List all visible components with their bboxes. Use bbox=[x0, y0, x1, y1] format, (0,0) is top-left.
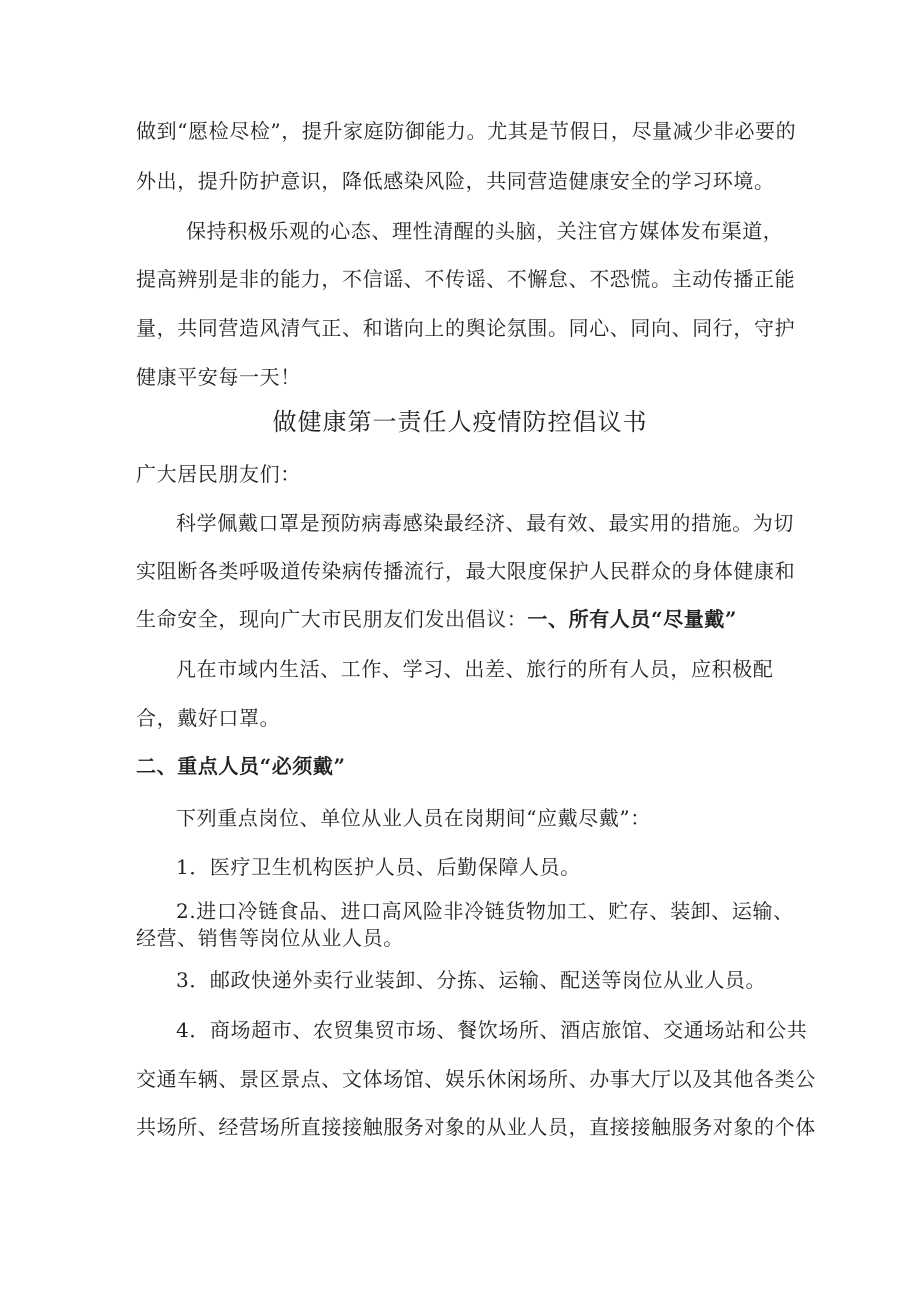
paragraph-line: 量，共同营造风清气正、和谐向上的舆论氛围。同心、同向、同行，守护 bbox=[136, 316, 796, 340]
list-item: 2.进口冷链食品、进口高风险非冷链货物加工、贮存、装卸、运输、 bbox=[176, 899, 794, 923]
section-heading-1: 一、所有人员“尽量戴” bbox=[527, 607, 738, 631]
list-item: 4．商场超市、农贸集贸市场、餐饮场所、酒店旅馆、交通场站和公共 bbox=[176, 1018, 808, 1042]
paragraph-line: 下列重点岗位、单位从业人员在岗期间“应戴尽戴”： bbox=[176, 806, 651, 830]
paragraph-line: 实阻断各类呼吸道传染病传播流行，最大限度保护人民群众的身体健康和 bbox=[136, 559, 796, 583]
document-title: 做健康第一责任人疫情防控倡议书 bbox=[272, 408, 648, 436]
paragraph-line: 外出，提升防护意识，降低感染风险，共同营造健康安全的学习环境。 bbox=[136, 169, 775, 193]
paragraph-line: 提高辨别是非的能力，不信谣、不传谣、不懈怠、不恐慌。主动传播正能 bbox=[136, 267, 796, 291]
paragraph-line: 保持积极乐观的心态、理性清醒的头脑，关注官方媒体发布渠道， bbox=[186, 219, 784, 243]
list-item: 3．邮政快递外卖行业装卸、分拣、运输、配送等岗位从业人员。 bbox=[176, 968, 767, 992]
paragraph-line: 做到“愿检尽检”，提升家庭防御能力。尤其是节假日，尽量减少非必要的 bbox=[136, 119, 797, 143]
paragraph-line: 合，戴好口罩。 bbox=[136, 706, 281, 730]
list-item-continuation: 经营、销售等岗位从业人员。 bbox=[136, 926, 404, 950]
list-item-continuation: 交通车辆、景区景点、文体场馆、娱乐休闲场所、办事大厅以及其他各类公 bbox=[136, 1067, 816, 1091]
salutation: 广大居民朋友们： bbox=[136, 462, 301, 486]
paragraph-text: 生命安全，现向广大市民朋友们发出倡议： bbox=[136, 607, 528, 631]
list-item: 1．医疗卫生机构医护人员、后勤保障人员。 bbox=[176, 855, 581, 879]
paragraph-line: 健康平安每一天！ bbox=[136, 365, 301, 389]
paragraph-line: 科学佩戴口罩是预防病毒感染最经济、最有效、最实用的措施。为切 bbox=[176, 511, 794, 535]
paragraph-line bbox=[136, 606, 796, 632]
list-item-continuation: 共场所、经营场所直接接触服务对象的从业人员，直接接触服务对象的个体 bbox=[136, 1115, 816, 1139]
paragraph-line: 凡在市域内生活、工作、学习、出差、旅行的所有人员，应积极配 bbox=[176, 657, 774, 681]
section-heading-2: 二、重点人员“必须戴” bbox=[136, 754, 346, 778]
